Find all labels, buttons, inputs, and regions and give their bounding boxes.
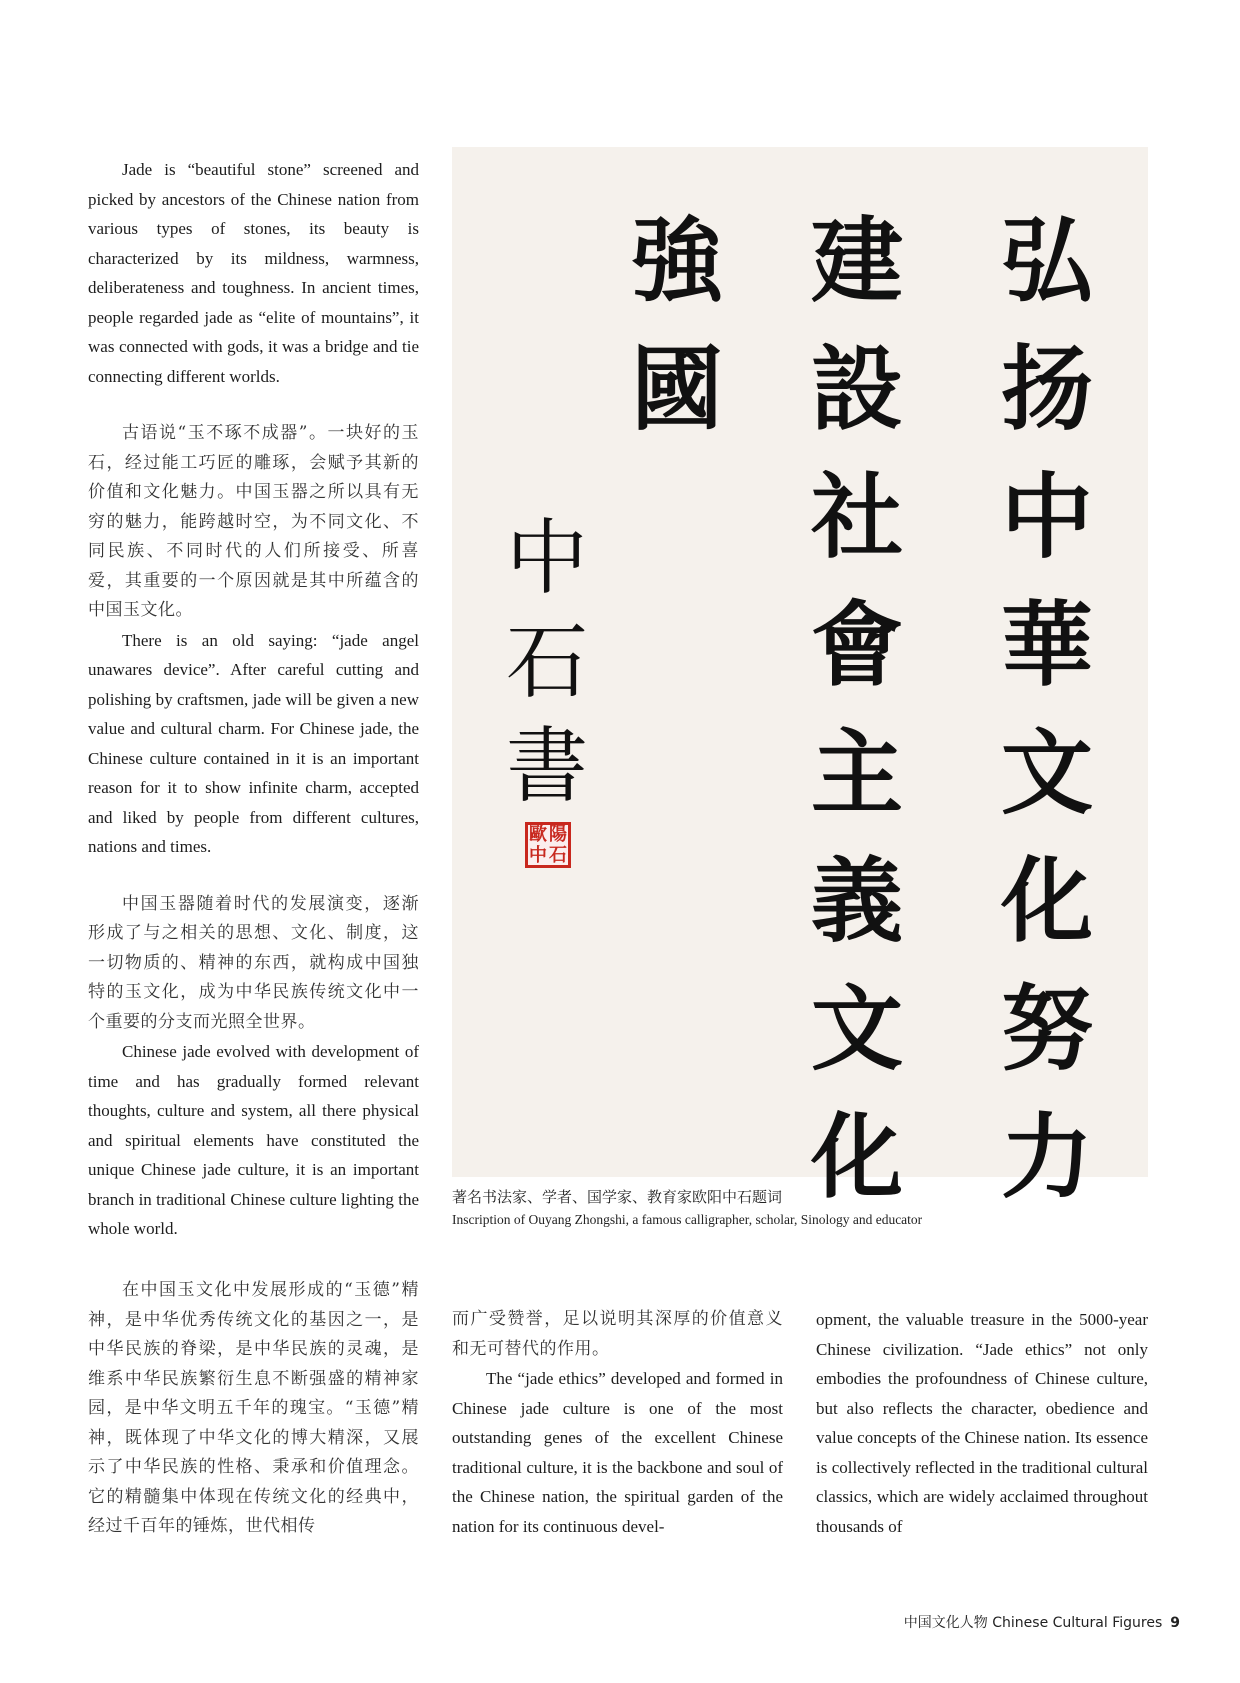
signature-character: 中 [505,511,588,606]
calligraphy-column-1 [992,197,1102,1221]
caption-english: Inscription of Ouyang Zhongshi, a famous calligrapher, scholar, Sinology and educator [452,1212,923,1227]
calligraphy-character: 建 [810,207,903,315]
calligraphy-character: 華 [1000,591,1093,699]
bottom-middle-column [452,1305,783,1541]
paragraph-chinese: 中国玉器随着时代的发展演变，逐渐形成了与之相关的思想、文化、制度，这一切物质的、精神的东西，就构成中国独特的玉文化，成为中华民族传统文化中一个重要的分支而光照全世界。 [88,893,419,1032]
calligraphy-character: 國 [630,335,723,443]
signature-character: 石 [505,615,588,710]
calligraphy-character: 主 [810,719,903,827]
page-footer [700,1612,1180,1632]
calligraphy-column-2 [802,197,912,1221]
paragraph: Jade is “beautiful stone” screened and picked by ancestors of the Chinese nation from various types of stones, its beauty is characterized by its mildness, warmness, deliberateness and toughness. In ancient times, people regarded jade as “elite of mountains”, it was connected with gods, it was a bridge and tie connecting different worlds. [88,160,419,386]
page-number: 9 [1170,1615,1180,1631]
paragraph: Chinese jade evolved with development of time and has gradually formed relevant thoughts, culture and system, all there physical and spiritual elements have constituted the unique Chinese jade culture, it is an important branch in traditional Chinese culture lighting the whole world. [88,1042,419,1238]
footer-title: 中国文化人物 Chinese Cultural Figures [903,1615,1163,1631]
calligraphy-character: 中 [1000,463,1093,571]
paragraph-chinese: 古语说“玉不琢不成器”。一块好的玉石，经过能工巧匠的雕琢，会赋予其新的价值和文化魅力。中国玉器之所以具有无穷的魅力，能跨越时空，为不同文化、不同民族、不同时代的人们所接受、所喜爱，其重要的一个原因就是其中所蕴含的中国玉文化。 [88,423,419,620]
calligraphy-character: 社 [810,463,903,571]
calligraphy-column-3 [622,197,732,453]
seal-character: 陽 [549,824,567,845]
calligraphy-character: 會 [810,591,903,699]
calligraphy-character: 扬 [1000,335,1093,443]
paragraph-chinese: 在中国玉文化中发展形成的“玉德”精神，是中华优秀传统文化的基因之一，是中华民族的脊梁，是中华民族的灵魂，是维系中华民族繁衍生息不断强盛的精神家园，是中华文明五千年的瑰宝。“玉德”精神，既体现了中华文化的博大精深，又展示了中华民族的性格、秉承和价值理念。它的精髓集中体现在传统文化的经典中，经过千百年的锤炼，世代相传 [88,1280,419,1536]
seal-stamp [525,822,571,868]
calligraphy-character: 強 [630,207,723,315]
calligraphy-character: 設 [810,335,903,443]
seal-character: 歐 [529,824,547,845]
calligraphy-character: 義 [810,847,903,955]
calligraphy-character: 努 [1000,975,1093,1083]
caption-chinese: 著名书法家、学者、国学家、教育家欧阳中石题词 [452,1188,783,1206]
bottom-left-column [88,1276,419,1542]
calligraphy-character: 弘 [1000,207,1093,315]
left-text-column [88,155,419,1244]
paragraph-chinese: 而广受赞誉，足以说明其深厚的价值意义和无可替代的作用。 [452,1309,783,1359]
calligraphy-character: 文 [1000,719,1093,827]
paragraph: The “jade ethics” developed and formed in Chinese jade culture is one of the most outstanding genes of the excellent Chinese traditional culture, it is the backbone and soul of the Chinese nation, the spiritual garden of the nation for its continuous devel- [452,1369,783,1536]
calligraphy-character: 力 [1000,1103,1093,1211]
signature-character: 書 [505,719,588,814]
bottom-right-column [816,1305,1148,1541]
seal-character: 中 [529,845,547,866]
seal-character: 石 [549,845,567,866]
calligraphy-character: 文 [810,975,903,1083]
paragraph: opment, the valuable treasure in the 5000-year Chinese civilization. “Jade ethics” not only embodies the profoundness of Chinese culture, but also reflects the character, obedience and value concepts of the Chinese nation. Its essence is collectively reflected in the traditional cultural classics, which are widely acclaimed throughout thousands of [816,1310,1148,1536]
calligraphy-character: 化 [1000,847,1093,955]
calligraphy-signature [502,507,592,819]
calligraphy-character: 化 [810,1103,903,1211]
paragraph: There is an old saying: “jade angel unawares device”. After careful cutting and polishing by craftsmen, jade will be given a new value and cultural charm. For Chinese jade, the Chinese culture contained in it is an important reason for it to show infinite charm, accepted and liked by people from different cultures, nations and times. [88,630,419,856]
